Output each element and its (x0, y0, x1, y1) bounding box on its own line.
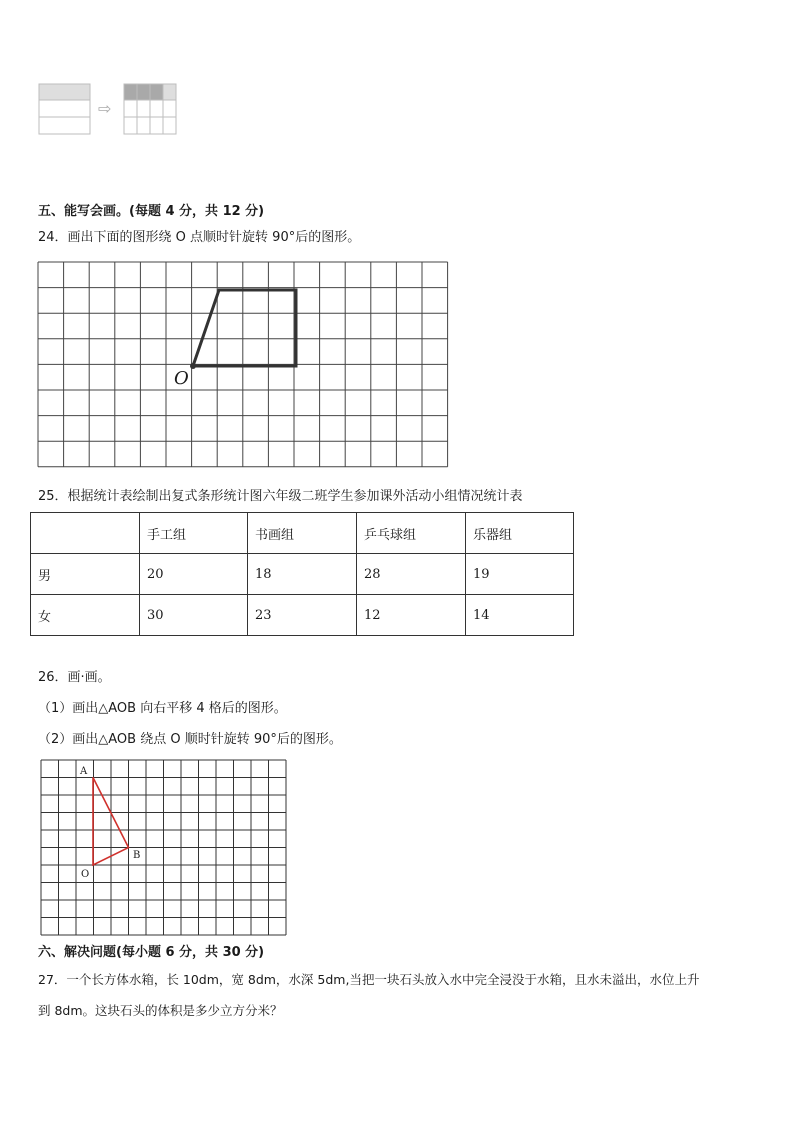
arrow-icon: ⇨ (98, 99, 112, 118)
table-cell: 12 (357, 595, 466, 636)
table-cell: 28 (357, 554, 466, 595)
q24-quadrilateral (193, 290, 296, 366)
table-cell: 19 (466, 554, 574, 595)
vertex-o-label: O (81, 869, 90, 880)
left-rectangle (39, 84, 90, 134)
vertex-a-label: A (80, 766, 88, 777)
q26-grid (41, 760, 291, 940)
table-cell: 30 (140, 595, 248, 636)
table-cell: 18 (248, 554, 357, 595)
q24-grid (38, 262, 458, 477)
table-cell: 20 (140, 554, 248, 595)
table-row (31, 595, 574, 636)
q26-sub1: （1）画出△AOB 向右平移 4 格后的图形。 (38, 701, 287, 716)
table-header-cell (31, 513, 140, 554)
section6-heading: 六、解决问题(每小题 6 分，共 30 分) (38, 945, 265, 960)
table-cell: 14 (466, 595, 574, 636)
table-cell: 23 (248, 595, 357, 636)
top-fraction-figure (0, 0, 794, 140)
q24-grid-lines (38, 262, 448, 467)
table-row (31, 554, 574, 595)
right-rectangle (124, 84, 176, 134)
vertex-b-label: B (133, 850, 141, 861)
q26-grid-lines (41, 760, 286, 935)
q24-point-o (190, 363, 196, 369)
q27-line2: 到 8dm。这块石头的体积是多少立方分米？ (38, 1003, 283, 1018)
table-header-cell: 手工组 (140, 513, 248, 554)
table-header-cell: 乐器组 (466, 513, 574, 554)
q25-text: 25．根据统计表绘制出复式条形统计图六年级二班学生参加课外活动小组情况统计表 (38, 489, 523, 504)
q24-text: 24．画出下面的图形绕 O 点顺时针旋转 90°后的图形。 (38, 230, 361, 245)
table-header-cell: 书画组 (248, 513, 357, 554)
table-cell: 女 (31, 595, 140, 636)
table-header-row (31, 513, 574, 554)
table-cell: 男 (31, 554, 140, 595)
q26-sub2: （2）画出△AOB 绕点 O 顺时针旋转 90°后的图形。 (38, 732, 342, 747)
q25-statistics-table (30, 512, 574, 636)
q24-point-o-label: O (174, 368, 189, 389)
q26-text: 26．画·画。 (38, 670, 111, 685)
section5-heading: 五、能写会画。(每题 4 分，共 12 分) (38, 204, 265, 219)
q27-line1: 27．一个长方体水箱，长 10dm，宽 8dm，水深 5dm,当把一块石头放入水中完全浸没于水箱，且水未溢出，水位上升 (38, 972, 700, 987)
table-header-cell: 乒乓球组 (357, 513, 466, 554)
